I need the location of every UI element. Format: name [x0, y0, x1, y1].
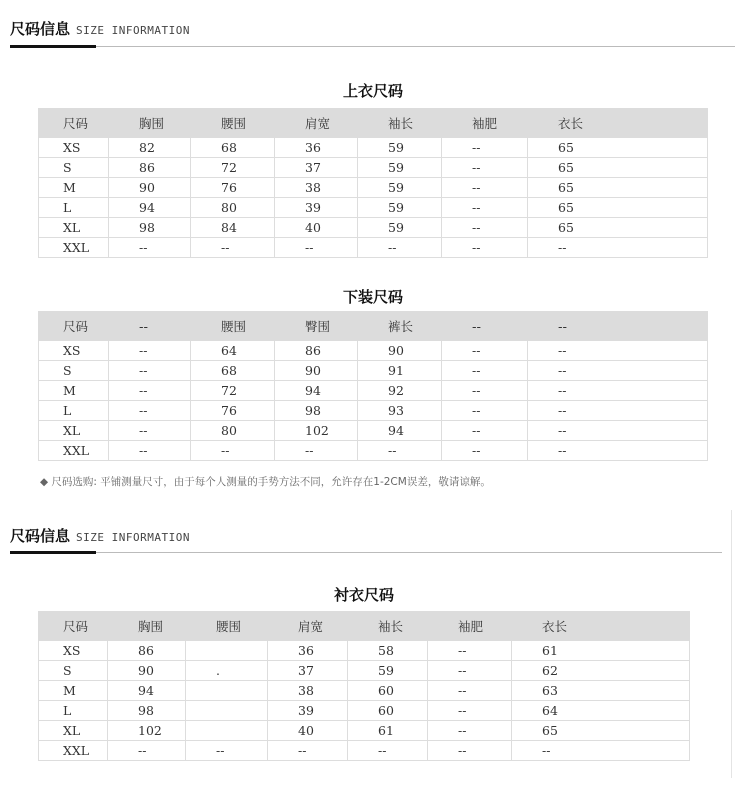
- measure-cell: 65: [528, 158, 708, 178]
- measure-cell: [186, 681, 268, 701]
- measure-cell: --: [109, 401, 191, 421]
- header-cell: 腰围: [186, 612, 268, 641]
- measure-cell: --: [108, 741, 186, 761]
- measure-cell: 94: [109, 198, 191, 218]
- measure-cell: 76: [191, 401, 275, 421]
- measure-cell: --: [528, 361, 708, 381]
- table-row: [39, 401, 708, 421]
- measure-cell: 59: [358, 198, 442, 218]
- measure-cell: --: [275, 238, 358, 258]
- table-header-row: [39, 109, 708, 138]
- measure-cell: 61: [348, 721, 428, 741]
- measure-cell: --: [442, 178, 528, 198]
- header-cell: 尺码: [39, 109, 109, 138]
- header-cell: 肩宽: [275, 109, 358, 138]
- measure-cell: --: [528, 441, 708, 461]
- measure-cell: 72: [191, 381, 275, 401]
- measure-cell: 59: [358, 218, 442, 238]
- measure-cell: --: [358, 441, 442, 461]
- section-title-cn: 尺码信息: [10, 20, 71, 38]
- measure-cell: --: [528, 381, 708, 401]
- measure-cell: --: [428, 641, 512, 661]
- side-divider: [731, 510, 732, 778]
- measure-cell: 37: [268, 661, 348, 681]
- header-cell: --: [109, 312, 191, 341]
- table-row: [39, 741, 690, 761]
- measure-cell: 92: [358, 381, 442, 401]
- size-cell: M: [39, 381, 109, 401]
- measure-cell: 94: [275, 381, 358, 401]
- section-title-en: SIZE INFORMATION: [76, 24, 190, 37]
- table-row: [39, 158, 708, 178]
- header-cell: 袖肥: [442, 109, 528, 138]
- header-cell: --: [442, 312, 528, 341]
- measure-cell: 86: [275, 341, 358, 361]
- size-cell: M: [39, 681, 108, 701]
- measure-cell: 72: [191, 158, 275, 178]
- measure-cell: 82: [109, 138, 191, 158]
- size-cell: XXL: [39, 741, 108, 761]
- measure-cell: 68: [191, 361, 275, 381]
- measure-cell: 39: [268, 701, 348, 721]
- header-cell: 尺码: [39, 612, 108, 641]
- size-cell: L: [39, 198, 109, 218]
- measure-cell: 91: [358, 361, 442, 381]
- table-header-row: [39, 612, 690, 641]
- shirt-table-title: 衬衣尺码: [333, 586, 394, 604]
- measure-cell: 59: [358, 158, 442, 178]
- top-table-title: 上衣尺码: [342, 82, 403, 100]
- measure-cell: 94: [358, 421, 442, 441]
- table-row: [39, 721, 690, 741]
- section-divider: [10, 46, 735, 47]
- measure-cell: 86: [108, 641, 186, 661]
- size-cell: XL: [39, 721, 108, 741]
- measure-cell: --: [442, 441, 528, 461]
- size-cell: L: [39, 701, 108, 721]
- measure-cell: .: [186, 661, 268, 681]
- measure-cell: --: [512, 741, 690, 761]
- measure-cell: 61: [512, 641, 690, 661]
- header-cell: 胸围: [109, 109, 191, 138]
- measure-cell: --: [428, 701, 512, 721]
- measure-cell: 102: [108, 721, 186, 741]
- table-row: [39, 138, 708, 158]
- measure-cell: 65: [528, 218, 708, 238]
- measure-cell: --: [186, 741, 268, 761]
- table-row: [39, 341, 708, 361]
- header-cell: 胸围: [108, 612, 186, 641]
- table-row: [39, 178, 708, 198]
- header-cell: 袖长: [358, 109, 442, 138]
- size-cell: S: [39, 661, 108, 681]
- measure-cell: 93: [358, 401, 442, 421]
- section-underline: [10, 45, 96, 48]
- measure-cell: 90: [108, 661, 186, 681]
- size-cell: S: [39, 361, 109, 381]
- measure-cell: --: [442, 401, 528, 421]
- measure-cell: --: [442, 381, 528, 401]
- size-cell: XS: [39, 138, 109, 158]
- measure-cell: --: [348, 741, 428, 761]
- measure-cell: 40: [275, 218, 358, 238]
- measure-cell: 39: [275, 198, 358, 218]
- header-cell: 腰围: [191, 312, 275, 341]
- measure-cell: 76: [191, 178, 275, 198]
- measure-cell: --: [442, 361, 528, 381]
- measure-cell: --: [528, 401, 708, 421]
- measure-cell: --: [442, 198, 528, 218]
- measure-cell: 84: [191, 218, 275, 238]
- section-divider: [10, 552, 722, 553]
- measure-cell: 38: [268, 681, 348, 701]
- measure-cell: 98: [109, 218, 191, 238]
- measure-cell: 63: [512, 681, 690, 701]
- measure-cell: 40: [268, 721, 348, 741]
- measure-cell: --: [528, 421, 708, 441]
- section-header-2: [10, 525, 722, 555]
- size-cell: XS: [39, 341, 109, 361]
- measure-cell: --: [442, 138, 528, 158]
- size-cell: XL: [39, 218, 109, 238]
- size-cell: M: [39, 178, 109, 198]
- size-cell: L: [39, 401, 109, 421]
- measure-cell: --: [358, 238, 442, 258]
- measure-cell: --: [528, 238, 708, 258]
- measure-cell: --: [109, 341, 191, 361]
- header-cell: 臀围: [275, 312, 358, 341]
- measure-cell: 65: [528, 138, 708, 158]
- table-row: [39, 218, 708, 238]
- measure-cell: 36: [268, 641, 348, 661]
- size-note: ◆ 尺码选购: 平铺测量尺寸，由于每个人测量的手势方法不同，允许存在1-2CM误差，敬请谅解。: [40, 476, 491, 488]
- header-cell: --: [528, 312, 708, 341]
- measure-cell: 90: [275, 361, 358, 381]
- header-cell: 裤长: [358, 312, 442, 341]
- table-row: [39, 701, 690, 721]
- measure-cell: --: [528, 341, 708, 361]
- measure-cell: 59: [348, 661, 428, 681]
- header-cell: 尺码: [39, 312, 109, 341]
- size-cell: XL: [39, 421, 109, 441]
- measure-cell: 36: [275, 138, 358, 158]
- measure-cell: 59: [358, 178, 442, 198]
- table-header-row: [39, 312, 708, 341]
- measure-cell: [186, 641, 268, 661]
- header-cell: 袖长: [348, 612, 428, 641]
- measure-cell: --: [428, 681, 512, 701]
- measure-cell: --: [109, 441, 191, 461]
- measure-cell: 59: [358, 138, 442, 158]
- measure-cell: --: [428, 661, 512, 681]
- shirt-size-table: [38, 611, 690, 761]
- measure-cell: 65: [528, 198, 708, 218]
- measure-cell: 68: [191, 138, 275, 158]
- measure-cell: 65: [528, 178, 708, 198]
- table-row: [39, 381, 708, 401]
- measure-cell: --: [109, 238, 191, 258]
- table-row: [39, 361, 708, 381]
- measure-cell: 60: [348, 701, 428, 721]
- measure-cell: --: [442, 218, 528, 238]
- measure-cell: 60: [348, 681, 428, 701]
- header-cell: 袖肥: [428, 612, 512, 641]
- measure-cell: --: [442, 341, 528, 361]
- top-size-table: [38, 108, 708, 258]
- measure-cell: [186, 721, 268, 741]
- section-header-1: [10, 18, 735, 48]
- measure-cell: --: [428, 721, 512, 741]
- measure-cell: 80: [191, 198, 275, 218]
- size-cell: S: [39, 158, 109, 178]
- size-cell: XS: [39, 641, 108, 661]
- size-cell: XXL: [39, 441, 109, 461]
- measure-cell: --: [109, 381, 191, 401]
- measure-cell: --: [442, 238, 528, 258]
- measure-cell: --: [109, 421, 191, 441]
- measure-cell: --: [442, 158, 528, 178]
- section-title-en: SIZE INFORMATION: [76, 531, 190, 544]
- measure-cell: 62: [512, 661, 690, 681]
- measure-cell: 37: [275, 158, 358, 178]
- measure-cell: 80: [191, 421, 275, 441]
- measure-cell: 94: [108, 681, 186, 701]
- measure-cell: --: [109, 361, 191, 381]
- measure-cell: --: [191, 441, 275, 461]
- section-underline: [10, 551, 96, 554]
- measure-cell: 38: [275, 178, 358, 198]
- header-cell: 衣长: [528, 109, 708, 138]
- table-row: [39, 641, 690, 661]
- measure-cell: 102: [275, 421, 358, 441]
- table-row: [39, 198, 708, 218]
- bottom-size-table: [38, 311, 708, 461]
- table-row: [39, 681, 690, 701]
- measure-cell: 65: [512, 721, 690, 741]
- measure-cell: [186, 701, 268, 721]
- header-cell: 腰围: [191, 109, 275, 138]
- measure-cell: --: [268, 741, 348, 761]
- measure-cell: --: [191, 238, 275, 258]
- measure-cell: 64: [512, 701, 690, 721]
- bottom-table-title: 下装尺码: [342, 288, 403, 306]
- measure-cell: 90: [109, 178, 191, 198]
- measure-cell: --: [275, 441, 358, 461]
- measure-cell: 58: [348, 641, 428, 661]
- size-cell: XXL: [39, 238, 109, 258]
- header-cell: 肩宽: [268, 612, 348, 641]
- measure-cell: 64: [191, 341, 275, 361]
- measure-cell: 86: [109, 158, 191, 178]
- header-cell: 衣长: [512, 612, 690, 641]
- table-row: [39, 661, 690, 681]
- table-row: [39, 441, 708, 461]
- measure-cell: 90: [358, 341, 442, 361]
- measure-cell: 98: [108, 701, 186, 721]
- measure-cell: --: [428, 741, 512, 761]
- table-row: [39, 421, 708, 441]
- table-row: [39, 238, 708, 258]
- measure-cell: --: [442, 421, 528, 441]
- section-title-cn: 尺码信息: [10, 527, 71, 545]
- measure-cell: 98: [275, 401, 358, 421]
